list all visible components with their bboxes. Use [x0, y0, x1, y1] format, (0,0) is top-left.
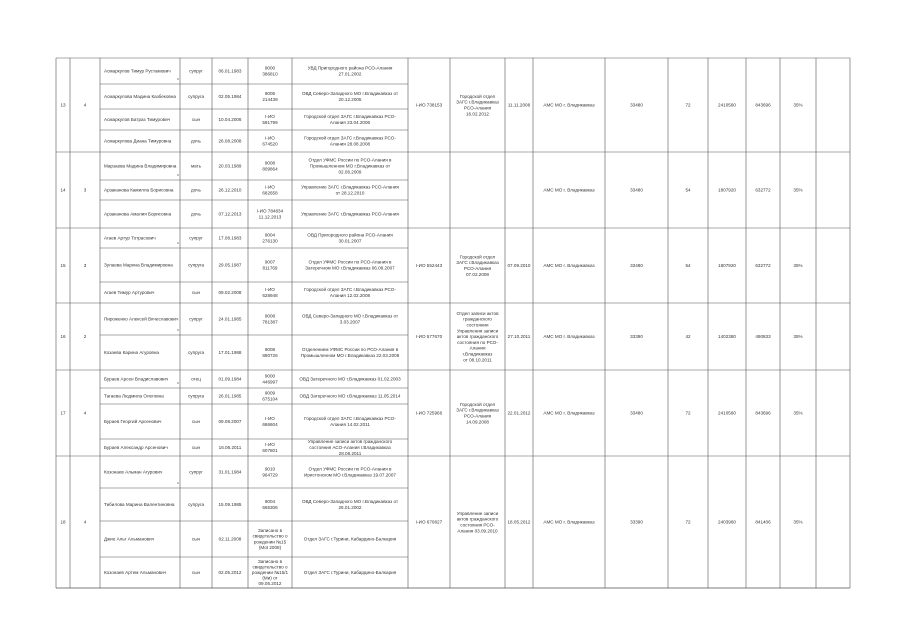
- subsidy-amount: 632772: [755, 263, 771, 268]
- member-doc-series: 9004: [264, 232, 276, 238]
- registration-office-line: состояния: [466, 322, 489, 328]
- member-doc-issuer-line: Отдел УФМС России по РСО-Алания в: [308, 466, 392, 472]
- member-doc-series: I-ИО: [265, 287, 275, 292]
- member-birthdate: 07.12.2013: [218, 211, 242, 217]
- member-name: Тибилова Марина Валентиновна: [104, 502, 175, 507]
- member-role: супруга: [187, 502, 205, 507]
- family-size: 4: [83, 410, 87, 416]
- member-doc-issuer-line: Отдел УФМС России по РСО-Алания в: [308, 259, 392, 265]
- subsidy-percent: 35%: [793, 410, 803, 416]
- registration-office-line: Алания: [469, 345, 486, 351]
- scan-dot: [177, 482, 178, 483]
- member-doc-number: 386810: [262, 71, 278, 77]
- member-birthdate: 17.01.1988: [218, 350, 242, 355]
- norm-area: 54: [685, 187, 691, 193]
- member-name: Джио Альт Альманович: [104, 536, 155, 542]
- subsidy-amount: 843696: [755, 410, 771, 416]
- member-doc-issuer-line: Городской отдел ЗАГС г.Владикавказ РСО-: [304, 416, 396, 422]
- price-per-sqm: 33390: [630, 519, 643, 525]
- member-doc-number: 446997: [262, 379, 278, 385]
- registration-number: I-ИО 670827: [415, 519, 443, 525]
- member-role: супруга: [187, 262, 205, 268]
- member-doc-line: (Ми) от: [262, 575, 278, 581]
- registration-office-line: ЗАГС г.Владикавказ: [456, 99, 499, 105]
- row-number: 13: [60, 102, 66, 108]
- member-doc-issuer-line: 26.01.2002: [338, 505, 362, 511]
- norm-area: 72: [685, 410, 691, 416]
- member-doc-issuer-line: ОВД Затеречного МО г.Владикавказ 11.05.2014: [299, 393, 401, 399]
- total-cost: 2403960: [718, 519, 736, 525]
- member-role: супруг: [189, 68, 203, 74]
- member-doc-line: рождении №15/1: [251, 570, 289, 575]
- member-name: Зулаева Марина Владимировна: [104, 262, 173, 268]
- member-doc-series: 9009: [264, 390, 276, 396]
- row-number: 16: [60, 334, 66, 339]
- subsidy-percent: 35%: [793, 187, 803, 193]
- member-birthdate: 02.05.2012: [218, 570, 242, 575]
- member-birthdate: 26.01.1985: [218, 393, 242, 399]
- member-doc-series: 9000: [264, 373, 276, 379]
- subsidy-amount: 841406: [755, 519, 771, 525]
- decision-date: 27.10.2011: [507, 334, 531, 339]
- member-doc-line: (Mot 2008): [258, 544, 282, 550]
- member-name: Бураев Арсен Владиславович: [104, 376, 169, 382]
- member-role: сын: [191, 445, 201, 450]
- registration-office-line: состояния РСО-: [460, 522, 495, 528]
- member-doc-number: 214439: [262, 97, 278, 102]
- member-doc-number: 276130: [262, 238, 278, 244]
- member-birthdate: 09.02.2008: [218, 290, 242, 295]
- family-size: 2: [83, 334, 87, 339]
- member-doc-issuer-line: ОВД Пригородного района РСО-Алания: [307, 232, 393, 238]
- subsidy-percent: 35%: [793, 102, 803, 108]
- member-doc-line: 09.05.2012: [258, 581, 282, 587]
- scan-dot: [177, 329, 178, 330]
- member-birthdate: 02.11.2008: [218, 536, 242, 542]
- decision-date: 07.09.2010: [507, 263, 531, 268]
- member-doc-issuer-line: 3.03.2007: [339, 319, 361, 325]
- municipality: АМС МО г. Владикавказ: [543, 519, 595, 525]
- member-doc-issuer-line: Алания 28.08.2008: [329, 141, 371, 147]
- member-doc-issuer-line: Отделением УФМС России по РСО-Алания в: [301, 347, 399, 353]
- registration-office-line: Городской отдел: [459, 401, 496, 407]
- member-doc-issuer-line: ОВД Северо-Западного МО г.Владикавказ от: [301, 313, 399, 319]
- member-name: Арзаканова Камилла Борисовна: [104, 187, 174, 193]
- member-birthdate: 01.09.1984: [218, 376, 242, 382]
- member-doc-issuer-line: от 28.12.2010: [335, 190, 365, 196]
- member-name: Козаева Карина Агуровна: [104, 350, 159, 355]
- member-birthdate: 31.01.1984: [218, 469, 242, 475]
- member-doc-issuer-line: Отдел ЗАГС г.Турини, Кабардино-Балкария: [303, 570, 397, 576]
- member-doc-issuer-line: Промышленном МО г.Владикавказ от: [309, 163, 391, 169]
- member-doc-issuer-line: УВД Пригородного района РСО-Алания: [307, 65, 393, 71]
- subsidy-amount: 843696: [755, 102, 771, 108]
- member-role: супруг: [189, 469, 203, 475]
- member-doc-series: 9000: [264, 65, 276, 71]
- price-per-sqm: 33480: [630, 263, 643, 268]
- member-doc-number: 964729: [262, 472, 278, 478]
- member-doc-issuer-line: Алания 14.02.2011: [330, 422, 370, 428]
- member-name: Арзаканова Амалия Борисовна: [104, 211, 172, 217]
- total-cost: 2410560: [718, 102, 736, 108]
- registration-office-line: Управление записи: [456, 510, 499, 516]
- member-birthdate: 24.01.1985: [218, 316, 242, 322]
- member-doc-number: 665306: [262, 505, 278, 510]
- family-size: 4: [83, 102, 87, 108]
- member-name: Пироженко Алексей Вячеславович: [104, 316, 179, 322]
- member-doc-series: I-ИО: [265, 184, 275, 190]
- registration-office-line: ЗАГС г.Владикавказ: [456, 407, 499, 413]
- member-doc-line: Записано в: [257, 558, 283, 564]
- registration-office-line: состояния по РСО-: [457, 339, 498, 345]
- member-birthdate: 10.04.2006: [218, 117, 242, 122]
- member-doc-number: 781387: [262, 319, 278, 325]
- registration-office-line: Городской отдел: [459, 254, 496, 260]
- member-doc-issuer-line: ОВД Затеречного МО г.Владикавказ 01.02.2003: [299, 376, 401, 382]
- member-doc-issuer-line: Алания 23.04.2006: [329, 120, 371, 126]
- registration-office-line: г.Владикавказ: [462, 351, 493, 357]
- member-role: супруга: [187, 393, 205, 399]
- registration-office-line: 07.02.2008: [466, 271, 489, 277]
- member-role: супруга: [187, 350, 205, 355]
- member-doc-issuer-line: Управление ЗАГС г.Владикавказ РСО-Алания: [301, 184, 399, 190]
- registration-office-line: 14.09.2008: [466, 419, 489, 425]
- member-birthdate: 26.12.2010: [218, 187, 242, 193]
- member-role: сын: [191, 419, 201, 424]
- registration-office-line: РСО-Алания: [463, 266, 492, 271]
- row-number: 18: [60, 519, 66, 525]
- price-per-sqm: 33480: [630, 410, 643, 416]
- member-role: мать: [190, 163, 202, 169]
- member-doc-number: 809864: [262, 166, 278, 172]
- member-birthdate: 26.08.2008: [218, 138, 242, 144]
- member-doc-line: 11.12.2013: [258, 214, 282, 220]
- registration-number: I-ИО 725966: [415, 410, 443, 416]
- member-doc-issuer-line: 30.01.2007: [338, 238, 362, 244]
- member-doc-series: 9008: [264, 347, 276, 352]
- member-doc-number: 686604: [262, 422, 278, 427]
- member-doc-series: I-ИО: [265, 135, 275, 141]
- member-doc-issuer-line: ОВД Северо-Западного МО г.Владикавказ от: [301, 499, 399, 505]
- member-doc-issuer-line: Затеречном МО г.Владикавказ 06.08.2007: [305, 265, 395, 271]
- member-doc-line: свидетельство о: [252, 533, 288, 539]
- member-doc-series: I-ИО: [265, 114, 275, 119]
- member-name: Козонаев Альман Агурович: [104, 469, 163, 475]
- registration-office-line: гражданского: [463, 316, 492, 322]
- member-birthdate: 16.06.2011: [218, 445, 242, 450]
- registration-office-line: РСО-Алания: [463, 105, 492, 111]
- registration-office-line: актов гражданского: [456, 334, 499, 340]
- member-birthdate: 29.05.1987: [218, 262, 242, 268]
- member-doc-line: Записано в: [257, 528, 283, 534]
- member-doc-issuer-line: Отдел УФМС России по РСО-Алания в: [308, 157, 392, 163]
- member-doc-series: 9010: [264, 466, 276, 472]
- decision-date: 11.11.2008: [507, 102, 531, 108]
- norm-area: 72: [685, 519, 691, 525]
- member-role: сын: [191, 290, 201, 295]
- member-birthdate: 09.08.2007: [218, 419, 242, 424]
- member-doc-number: 628948: [262, 293, 278, 298]
- registration-office-line: от 08.10.2011: [463, 357, 492, 363]
- member-name: Марзаева Мадина Владимировна: [104, 163, 177, 169]
- member-doc-series: 9008: [264, 160, 276, 166]
- member-doc-issuer-line: Промышленном МО г.Владикавказ 22.03.2008: [300, 353, 400, 359]
- member-name: Асмаркулов Батраз Тимурович: [104, 117, 171, 122]
- registration-number: I-ИО 577670: [415, 334, 443, 339]
- subsidy-percent: 35%: [793, 519, 803, 525]
- member-doc-number: 675104: [262, 396, 278, 402]
- member-doc-issuer-line: Отдел ЗАГС г.Турини, Кабардино-Балкария: [303, 536, 397, 542]
- total-cost: 1807920: [718, 187, 736, 193]
- member-name: Агаев Тимур Артурович: [104, 290, 155, 295]
- norm-area: 54: [685, 263, 691, 268]
- member-birthdate: 20.03.1989: [218, 163, 242, 169]
- member-doc-number: 607801: [262, 448, 278, 453]
- member-doc-number: 811769: [262, 265, 278, 271]
- member-doc-issuer-line: Городской отдел ЗАГС г.Владикавказ РСО-: [304, 287, 396, 293]
- member-doc-series: 9007: [264, 259, 276, 265]
- price-per-sqm: 33480: [630, 102, 643, 108]
- member-name: Бураев Георгий Арсенович: [104, 419, 162, 424]
- registration-office-line: актов гражданского: [456, 516, 499, 522]
- municipality: АМС МО г. Владикавказ: [543, 263, 595, 268]
- decision-date: 18.05.2012: [507, 519, 531, 525]
- registration-office-line: РСО-Алания: [463, 413, 492, 419]
- total-cost: 1402380: [718, 334, 736, 339]
- member-doc-issuer-line: состояния АСО-Алания г.Владикавказ: [309, 445, 391, 451]
- member-doc-number: 682658: [262, 190, 278, 196]
- subsidy-amount: 490833: [755, 334, 771, 339]
- member-role: отец: [191, 376, 201, 382]
- member-role: супруг: [189, 316, 203, 322]
- scan-dot: [177, 78, 178, 79]
- total-cost: 2410560: [718, 410, 736, 416]
- registration-office-line: 16.02.2012: [466, 111, 489, 117]
- member-birthdate: 15.09.1985: [218, 502, 242, 507]
- price-per-sqm: 33390: [630, 334, 643, 339]
- member-doc-issuer-line: ОВД Северо-Западного МО г.Владикавказ от: [301, 91, 399, 97]
- member-birthdate: 06.01.1983: [218, 68, 242, 74]
- municipality: АМС МО г. Владикавказ: [543, 410, 595, 416]
- member-name: Агаев Артур Тотрасович: [104, 235, 156, 241]
- member-role: сын: [191, 570, 201, 575]
- member-doc-series: I-ИО: [265, 416, 275, 421]
- registration-office-line: Городской отдел: [459, 93, 496, 99]
- member-name: Тагаева Людмила Олеговна: [104, 393, 164, 399]
- municipality: АМС МО г. Владикавказ: [543, 334, 595, 339]
- row-number: 15: [60, 263, 66, 268]
- subsidy-percent: 35%: [793, 334, 803, 339]
- member-role: дочь: [191, 211, 201, 217]
- member-doc-series: 9005: [264, 91, 276, 96]
- member-role: сын: [191, 117, 201, 122]
- member-doc-issuer-line: Управление записи актов гражданского: [307, 439, 393, 445]
- member-doc-line: свидетельство о: [252, 564, 288, 570]
- member-doc-series: 9008: [264, 313, 276, 319]
- scan-dot: [177, 382, 178, 383]
- member-doc-issuer-line: 02.06.2009: [338, 169, 362, 175]
- subsidy-amount: 632772: [755, 187, 771, 193]
- member-birthdate: 02.05.1984: [218, 94, 242, 99]
- member-doc-issuer-line: Иристонском МО г.Владикавказ 19.07.2007: [304, 472, 396, 478]
- municipality: АМС МО г. Владикавказ: [543, 187, 595, 193]
- total-cost: 1807920: [718, 263, 736, 268]
- family-size: 4: [83, 519, 87, 525]
- member-name: Асмаркулова Диана Тимуровна: [104, 138, 172, 144]
- registration-office-line: Отдел записи актов: [456, 310, 499, 316]
- member-doc-issuer-line: Управление ЗАГС г.Владикавказ РСО-Алания: [301, 211, 399, 217]
- registration-office-line: Управления записи: [456, 328, 499, 334]
- member-doc-line: рождении №15: [253, 539, 287, 545]
- member-role: сын: [191, 536, 201, 542]
- family-size: 3: [83, 263, 87, 268]
- member-doc-number: 674520: [262, 141, 278, 147]
- member-doc-series: I-ИО: [265, 442, 275, 447]
- scan-dot: [177, 242, 178, 243]
- family-size: 3: [83, 187, 87, 193]
- member-doc-issuer-line: Городской отдел ЗАГС г.Владикавказ РСО-: [304, 114, 396, 120]
- municipality: АМС МО г. Владикавказ: [543, 102, 595, 108]
- member-name: Козонаев Артем Альманович: [104, 570, 167, 575]
- member-doc-issuer-line: 20.12.2005: [338, 97, 362, 103]
- member-doc-issuer-line: 28.06.2011: [338, 451, 362, 457]
- member-doc-series: 9004: [264, 499, 276, 504]
- member-name: Асмаркулова Мадина Казбековна: [104, 94, 176, 99]
- member-doc-issuer-line: Городской отдел ЗАГС г.Владикавказ РСО-: [304, 135, 396, 141]
- member-role: дочь: [191, 138, 201, 144]
- registration-number: I-ИО 738153: [415, 102, 443, 108]
- norm-area: 72: [685, 102, 691, 108]
- registration-number: I-ИО 552443: [415, 263, 443, 268]
- row-number: 17: [60, 410, 66, 416]
- member-role: дочь: [191, 187, 201, 193]
- member-doc-line: I-ИО 784834: [256, 208, 284, 214]
- norm-area: 42: [685, 334, 691, 339]
- member-doc-issuer-line: 27.01.2002: [338, 71, 362, 77]
- member-doc-number: 890726: [262, 353, 278, 358]
- member-name: Асмаркулов Тимур Рустамович: [104, 68, 171, 74]
- scan-dot: [177, 174, 178, 175]
- member-doc-issuer-line: Алания 12.02.2008: [329, 293, 371, 299]
- registration-office-line: ЗАГС г.Владикавказ: [456, 260, 499, 266]
- decision-date: 22.01.2012: [507, 410, 531, 416]
- member-role: супруг: [189, 235, 203, 241]
- member-name: Бураев Александр Арсенович: [104, 445, 168, 450]
- registration-office-line: Алания 03.09.2010: [457, 528, 498, 534]
- member-birthdate: 17.08.1983: [218, 235, 242, 241]
- row-number: 14: [60, 187, 66, 193]
- member-doc-number: 591799: [262, 120, 278, 125]
- subsidy-percent: 35%: [793, 263, 803, 268]
- price-per-sqm: 33480: [630, 187, 643, 193]
- member-role: супруга: [187, 94, 205, 99]
